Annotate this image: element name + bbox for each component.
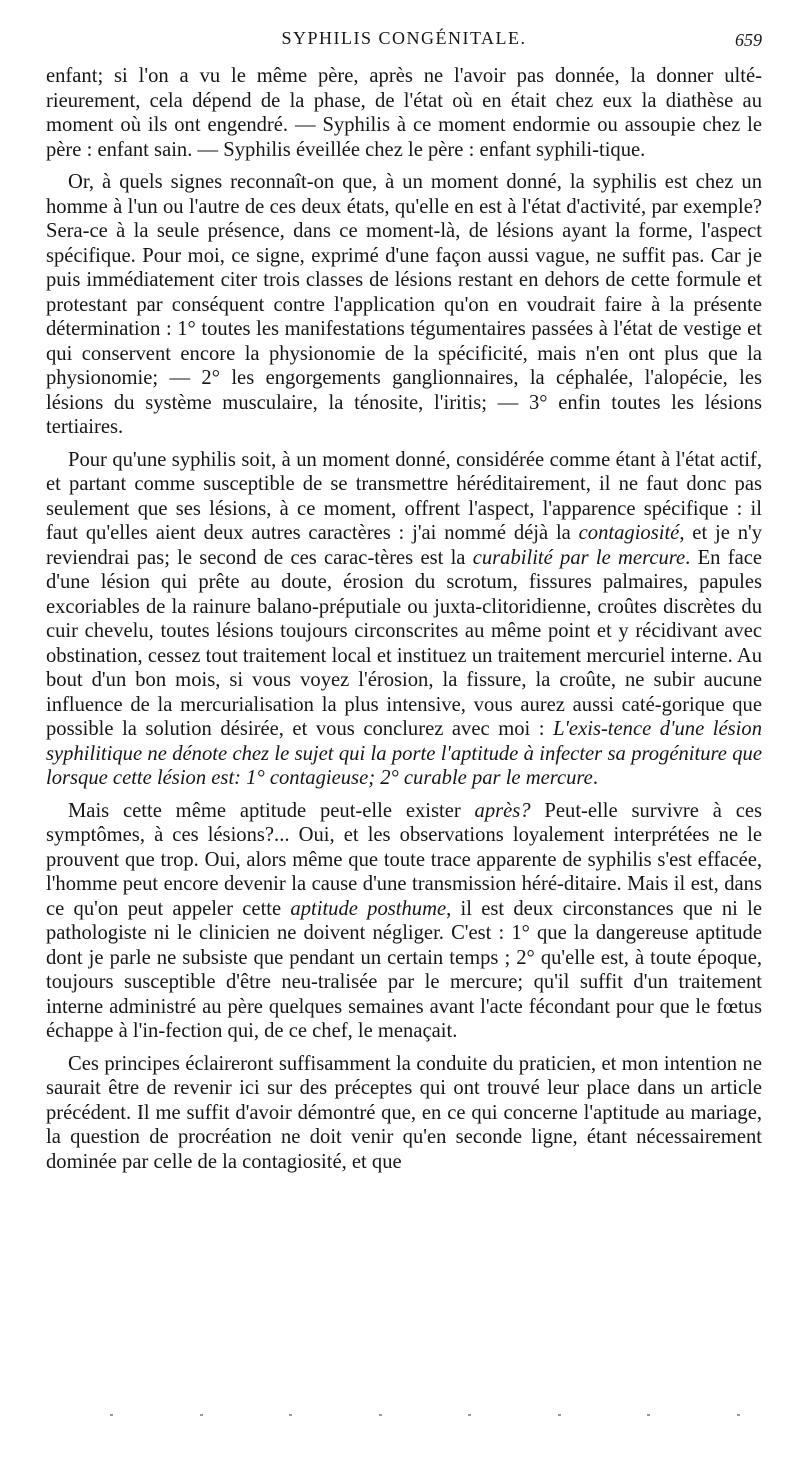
italic-run: après? — [474, 799, 531, 822]
running-header — [46, 28, 762, 56]
text-run: . En face d'une lésion qui prête au doute, érosion du scrotum, fissures palmaires, papules excoriables de la rainure balano-préputiale ou juxta-clitoridienne, croûtes discrètes du cuir chevelu, toutes lésions toujours circonscrites au même point et y récidivant avec obstination, cessez tout traitement local et instituez un traitement mercuriel interne. Au bout d'un bon mois, si vous voyez l'érosion, la fissure, la croûte, ne subir aucune influence de la mercurialisation la plus intensive, vous aurez aussi caté-gorique que possible la solution désirée, et vous conclurez avec moi : — [46, 546, 762, 740]
italic-run: aptitude posthume — [290, 897, 447, 920]
paragraph-4 — [46, 799, 762, 1044]
body-text — [46, 64, 762, 1174]
text-run: enfant; si l'on a vu le même père, après ne l'avoir pas donnée, la donner ulté-rieurement, cela dépend de la phase, de l'état où en était chez eux la diathèse au moment où ils ont engendré. — Syphilis à ce moment endormie ou assoupie chez le père : enfant sain. — Syphilis éveillée chez le père : enfant syphili-tique. — [46, 65, 762, 161]
book-page — [46, 28, 762, 1182]
paragraph-3 — [46, 448, 762, 791]
paragraph-2 — [46, 170, 762, 440]
paragraph-1 — [46, 64, 762, 162]
italic-run: L'exis-tence d'une lésion syphilitique ne dénote chez le sujet qui la porte l'aptitude à infecter sa progéniture que lorsque cette lésion est: 1° contagieuse; 2° curable par le mercure — [46, 718, 762, 789]
bottom-print-marks — [110, 1414, 740, 1418]
text-run: Pour qu'une syphilis soit, à un moment donné, considérée comme étant à l'état actif, et partant comme susceptible de se transmettre héréditairement, il ne faut donc pas seulement que ses lésions, à ce moment, offrent l'aspect, l'apparence spécifique : il faut qu'elles aient deux autres caractères : j'ai nommé déjà la — [46, 448, 762, 544]
text-run: Peut-elle survivre à ces symptômes, à ces lésions?... Oui, et les observations loyalement interprétées ne le prouvent que trop. Oui, alors même que toute trace apparente de syphilis s'est effacée, l'homme peut encore devenir la cause d'une transmission héré-ditaire. Mais il est, dans ce qu'on peut appeler cette — [46, 799, 762, 920]
paragraph-5 — [46, 1052, 762, 1175]
running-title: SYPHILIS CONGÉNITALE. — [281, 28, 527, 48]
text-run: , et je n'y reviendrai pas; le second de ces carac-tères est la — [46, 522, 762, 569]
italic-run: curabilité par le mercure — [472, 546, 686, 569]
page-number: 659 — [735, 30, 762, 50]
italic-run: contagiosité — [578, 522, 680, 544]
text-run: . — [592, 767, 598, 789]
text-run: Ces principes éclaireront suffisamment la conduite du praticien, et mon intention ne saurait être de revenir ici sur des préceptes qui ont trouvé leur place dans un article précédent. Il me suffit d'avoir démontré que, en ce qui concerne l'aptitude au mariage, la question de procréation ne doit venir qu'en seconde ligne, étant nécessairement dominée par celle de la contagiosité, et que — [46, 1052, 762, 1173]
text-run: Or, à quels signes reconnaît-on que, à un moment donné, la syphilis est chez un homme à l'un ou l'autre de ces deux états, qu'elle en est à l'état d'activité, par exemple? Sera-ce à la seule présence, dans ce moment-là, de lésions ayant la forme, l'aspect spécifique. Pour moi, ce signe, exprimé d'une façon aussi vague, ne suffit pas. Car je puis immédiatement citer trois classes de lésions restant en dehors de cette formule et protestant par conséquent contre l'application qu'on en voudrait faire à la présente détermination : 1° toutes les manifestations tégumentaires passées à l'état de vestige et qui conservent encore la physionomie de la spécificité, mais n'en ont plus que la physionomie; — 2° les engorgements ganglionnaires, la céphalée, l'alopécie, les lésions du système musculaire, la ténosite, l'iritis; — 3° enfin toutes les lésions tertiaires. — [46, 171, 762, 438]
text-run: , il est deux circonstances que ni le pathologiste ni le clinicien ne doivent négliger. C'est : 1° que la dangereuse aptitude dont je parle ne subsiste que pendant un certain temps ; 2° qu'elle est, à toute époque, toujours susceptible d'être neu-tralisée par le mercure; qu'il suffit d'un traitement interne administré au père quelques semaines avant l'acte fécondant pour que le fœtus échappe à l'in-fection qui, de ce chef, le menaçait. — [46, 897, 763, 1042]
text-run: Mais cette même aptitude peut-elle exister — [68, 799, 475, 822]
